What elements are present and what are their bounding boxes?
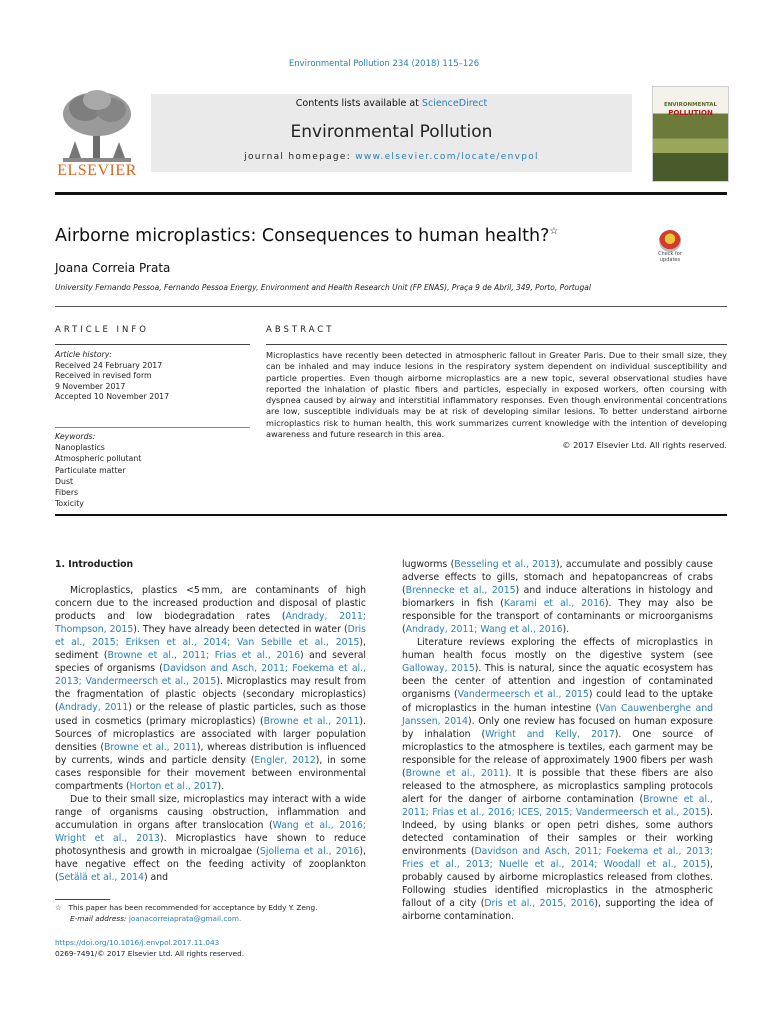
publisher-name: ELSEVIER	[57, 162, 137, 179]
author-affiliation: University Fernando Pessoa, Fernando Pessoa Energy, Environment and Health Research Unit (FP ENAS), Praça 9 de Abril, 349, Porto, Portugal	[55, 283, 591, 292]
keyword: Fibers	[55, 488, 79, 498]
journal-citation[interactable]: Environmental Pollution 234 (2018) 115–126	[288, 59, 480, 69]
contents-line	[151, 98, 632, 109]
keywords-divider	[55, 427, 250, 428]
abstract-bottom-divider	[55, 514, 727, 516]
contents-prefix: Contents lists available at	[295, 98, 422, 109]
journal-banner	[151, 94, 632, 172]
body-paragraph: Due to their small size, microplastics may interact with a wide range of organisms causing obstruction, inflammation and accumulation in organs after translocation (Wang et al., 2016; Wright et al., 2013). Microplastics have shown to reduce photosynthesis and growth in microalgae (Sjollema et al., 2016), have negative effect on the feeding activity of zooplankton (Setälä et al., 2014) and	[55, 793, 366, 884]
title-divider	[55, 306, 727, 307]
article-title-text: Airborne microplastics: Consequences to human health?	[55, 226, 550, 246]
history-label: Article history:	[55, 350, 112, 359]
citation-link[interactable]: Dris et al., 2015; Eriksen et al., 2014; Van Sebille et al., 2015	[55, 624, 366, 649]
elsevier-logo[interactable]	[55, 86, 139, 182]
keyword: Atmospheric pollutant	[55, 454, 142, 464]
tree-icon	[55, 86, 139, 164]
keywords-list	[55, 431, 250, 509]
citation-link[interactable]: Wright and Kelly, 2017	[485, 728, 615, 740]
footnote-divider	[55, 899, 110, 900]
footnote-mark: ☆	[55, 903, 62, 912]
citation-link[interactable]: Sjollema et al., 2016	[259, 845, 360, 857]
keywords-label: Keywords:	[55, 432, 96, 441]
homepage-link[interactable]: www.elsevier.com/locate/envpol	[355, 152, 539, 162]
cover-title	[653, 101, 728, 117]
body-paragraph: lugworms (Besseling et al., 2013), accumulate and possibly cause adverse effects to gills, stomach and hepatopancreas of crabs (Brennecke et al., 2015) and induce alterations in histology and biomarkers in fish (Karami et al., 2016). They may also be responsible for the transport of contaminants or microorganisms (Andrady, 2011; Wang et al., 2016).	[402, 559, 714, 636]
keyword: Dust	[55, 476, 74, 486]
footnote-email	[55, 914, 385, 925]
title-footnote-mark[interactable]: ☆	[549, 226, 559, 238]
citation-link[interactable]: Wang et al., 2016; Wright et al., 2013	[55, 819, 366, 844]
history-item: Received 24 February 2017	[55, 360, 163, 370]
article-title	[55, 226, 558, 246]
footnotes	[55, 903, 385, 924]
citation-link[interactable]: Galloway, 2015	[402, 663, 475, 675]
citation-link[interactable]: Browne et al., 2011	[103, 741, 197, 753]
body-paragraph: Literature reviews exploring the effects of microplastics in human health focus mostly on the digestive system (see Galloway, 2015). This is natural, since the aquatic ecosystem has been the center of attention and ingestion of contaminated organisms (Vandermeersch et al., 2015) could lead to the uptake of microplastics in the human intestine (Van Cauwenberghe and Janssen, 2014). Only one review has focused on human exposure by inhalation (Wright and Kelly, 2017). One source of microplastics to the atmosphere is textiles, each garment may be responsible for the release of approximately 1900 fibers per wash (Browne et al., 2011). It is possible that these fibers are also released to the atmosphere, as microplastics sampling protocols alert for the danger of airborne contamination (Browne et al., 2011; Frias et al., 2016; ICES, 2015; Vandermeersch et al., 2015). Indeed, by using blanks or open petri dishes, some authors detected contamination of their samples or their working environments (Davidson and Asch, 2011; Foekema et al., 2013; Fries et al., 2013; Nuelle et al., 2014; Woodall et al., 2015), probably caused by airborne microplastics released from clothes. Following studies identified microplastics in the atmospheric fallout of a city (Dris et al., 2015, 2016), supporting the idea of airborne contamination.	[402, 637, 714, 923]
journal-cover-image[interactable]	[652, 86, 729, 182]
article-info-divider	[55, 344, 250, 345]
article-info-heading: ARTICLE INFO	[55, 325, 149, 335]
cover-title-line1: ENVIRONMENTAL	[663, 102, 718, 108]
cover-title-line2: POLLUTION	[668, 109, 713, 117]
section-heading: 1. Introduction	[55, 559, 134, 570]
citation-link[interactable]: Besseling et al., 2013	[454, 559, 556, 570]
abstract-heading: ABSTRACT	[266, 325, 335, 335]
doi-link[interactable]: https://doi.org/10.1016/j.envpol.2017.11.043	[55, 938, 220, 947]
email-label: E-mail address:	[70, 913, 127, 923]
keyword: Toxicity	[55, 499, 84, 509]
keyword: Nanoplastics	[55, 443, 105, 453]
check-updates-label: Check for updates	[658, 251, 682, 263]
abstract-copyright: © 2017 Elsevier Ltd. All rights reserved.	[562, 440, 727, 451]
journal-title[interactable]: Environmental Pollution	[290, 122, 493, 142]
homepage-line	[151, 152, 632, 162]
citation-link[interactable]: Davidson and Asch, 2011; Foekema et al., 2013; Fries et al., 2013; Nuelle et al., 2014; Woodall et al., 2015	[402, 846, 713, 871]
abstract-body	[266, 350, 727, 452]
homepage-prefix: journal homepage:	[244, 152, 356, 162]
check-updates-icon	[659, 230, 681, 252]
citation-link[interactable]: Andrady, 2011; Thompson, 2015	[55, 611, 366, 636]
citation-link[interactable]: Browne et al., 2011	[405, 767, 505, 779]
history-item: Received in revised form	[55, 371, 152, 381]
sciencedirect-link[interactable]: ScienceDirect	[421, 98, 488, 109]
citation-link[interactable]: Andrady, 2011	[58, 702, 129, 714]
citation-link[interactable]: Karami et al., 2016	[503, 598, 605, 610]
email-link[interactable]: joanacorreiaprata@gmail.com.	[128, 913, 242, 923]
abstract-divider	[266, 344, 727, 345]
citation-link[interactable]: Andrady, 2011; Wang et al., 2016	[405, 624, 563, 636]
citation-link[interactable]: Van Cauwenberghe and Janssen, 2014	[402, 702, 713, 727]
body-paragraph: Microplastics, plastics <5 mm, are contaminants of high concern due to the increased production and disposal of plastic products and low biodegradation rates (Andrady, 2011; Thompson, 2015). They have already been detected in water (Dris et al., 2015; Eriksen et al., 2014; Van Sebille et al., 2015), sediment (Browne et al., 2011; Frias et al., 2016) and several species of organisms (Davidson and Asch, 2011; Foekema et al., 2013; Vandermeersch et al., 2015). Microplastics may result from the fragmentation of plastic objects (secondary microplastics) (Andrady, 2011) or the release of plastic particles, such as those used in cosmetics (primary microplastics) (Browne et al., 2011). Sources of microplastics are associated with larger population densities (Browne et al., 2011), whereas distribution is influenced by currents, winds and particle density (Engler, 2012), in some cases responsible for their movement between environmental compartments (Horton et al., 2017).	[55, 585, 367, 792]
history-item: 9 November 2017	[55, 381, 126, 391]
keyword: Particulate matter	[55, 465, 126, 475]
citation-link[interactable]: Davidson and Asch, 2011; Foekema et al., 2013; Vandermeersch et al., 2015	[55, 663, 367, 688]
citation-link[interactable]: Dris et al., 2015, 2016	[484, 898, 595, 910]
citation-link[interactable]: Brennecke et al., 2015	[405, 585, 516, 597]
issn-copyright: 0269-7491/© 2017 Elsevier Ltd. All rights reserved.	[55, 948, 245, 958]
header-divider	[55, 192, 727, 195]
citation-link[interactable]: Vandermeersch et al., 2015	[457, 689, 589, 701]
citation-link[interactable]: Browne et al., 2011; Frias et al., 2016; ICES, 2015; Vandermeersch et al., 2015	[402, 793, 714, 818]
author-name: Joana Correia Prata	[55, 261, 171, 275]
footnote-star	[55, 903, 385, 914]
journal-masthead	[55, 86, 727, 182]
body-column-right	[402, 558, 713, 923]
citation-link[interactable]: Horton et al., 2017	[129, 780, 218, 792]
citation-link[interactable]: Setälä et al., 2014	[58, 872, 144, 884]
check-for-updates-button[interactable]	[651, 230, 689, 266]
history-item: Accepted 10 November 2017	[55, 392, 170, 402]
article-history	[55, 350, 250, 403]
footnote-star-text: This paper has been recommended for acceptance by Eddy Y. Zeng.	[68, 903, 318, 912]
citation-link[interactable]: Browne et al., 2011	[263, 715, 360, 727]
citation-link[interactable]: Browne et al., 2011; Frias et al., 2016	[107, 650, 300, 662]
abstract-text: Microplastics have recently been detected in atmospheric fallout in Greater Paris. Due to their small size, they can be inhaled and may induce lesions in the respiratory system dependent on individual susceptibility and particle properties. Even though airborne microplastics are a new topic, several observational studies have reported the inhalation of plastic fibers and particles, especially in exposed workers, often coursing with dyspnea caused by airway and interstitial inflammatory responses. Even though environmental concentrations are low, susceptible individuals may be at risk of developing similar lesions. To better understand airborne microplastics risk to human health, this work summarizes current knowledge with the intention of developing awareness and future research in this area.	[266, 350, 727, 440]
citation-link[interactable]: Engler, 2012	[254, 754, 316, 766]
doi-block	[55, 938, 244, 959]
body-column-left	[55, 558, 366, 884]
